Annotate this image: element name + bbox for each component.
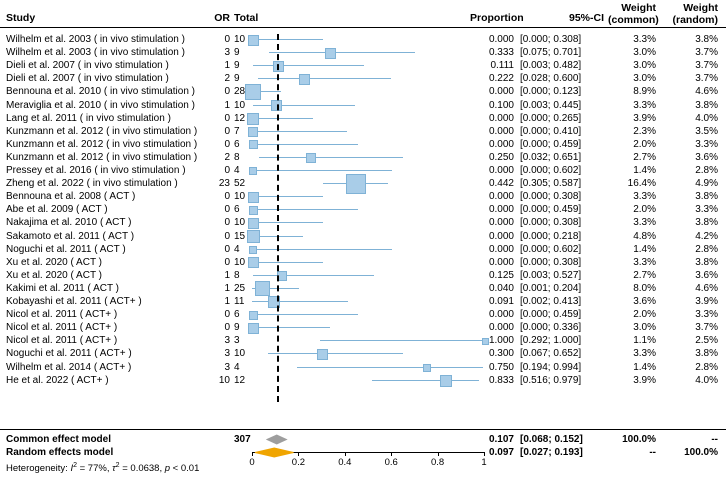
row-study-label: Wilhelm et al. 2003 ( in vivo stimulation ) <box>6 47 185 59</box>
row-total-value: 9 <box>234 47 240 59</box>
confidence-interval-line <box>252 118 313 119</box>
row-or-value: 10 <box>218 374 230 386</box>
row-weight-common: 16.4% <box>627 178 656 190</box>
row-or-value: 23 <box>218 178 230 190</box>
heterogeneity-text: Heterogeneity: $I^2 = 77\%$, $\tau^2 = 0.0638$, p < 0.01 <box>6 462 200 475</box>
row-weight-common: 3.3% <box>633 348 656 360</box>
row-weight-random: 3.7% <box>695 47 718 59</box>
row-weight-common: 3.3% <box>633 217 656 229</box>
row-study-label: Bennouna et al. 2008 ( ACT ) <box>6 191 136 203</box>
row-total-value: 9 <box>234 60 240 72</box>
row-total-value: 28 <box>234 86 246 98</box>
row-weight-random: 3.3% <box>695 138 718 150</box>
row-weight-common: 8.9% <box>633 86 656 98</box>
row-weight-random: 3.7% <box>695 60 718 72</box>
row-weight-common: 3.6% <box>633 296 656 307</box>
row-or-value: 1 <box>224 99 230 111</box>
effect-estimate-marker <box>247 113 259 125</box>
row-ci-value: [0.003; 0.445] <box>520 99 582 111</box>
row-study-label: Wilhelm et al. 2014 ( ACT+ ) <box>6 361 132 373</box>
header-ci: 95%-CI <box>568 12 604 24</box>
row-or-value: 3 <box>224 348 230 360</box>
row-weight-common: 3.0% <box>633 60 656 72</box>
row-study-label: Xu et al. 2020 ( ACT ) <box>6 269 102 281</box>
row-proportion-value: 0.000 <box>488 165 514 176</box>
row-proportion-value: 0.000 <box>488 204 514 216</box>
effect-estimate-marker <box>249 167 257 175</box>
effect-estimate-marker <box>248 257 259 268</box>
row-or-value: 0 <box>224 256 230 268</box>
row-weight-random: 2.8% <box>695 243 718 255</box>
row-weight-common: 3.0% <box>633 47 656 59</box>
confidence-interval-line <box>372 380 479 381</box>
row-weight-random: 3.3% <box>695 309 718 321</box>
row-or-value: 2 <box>224 73 230 85</box>
common-effect-ci: [0.068; 0.152] <box>520 434 583 445</box>
row-total-value: 10 <box>234 217 246 229</box>
row-proportion-value: 0.125 <box>488 269 514 281</box>
row-or-value: 0 <box>224 112 230 124</box>
row-weight-common: 4.8% <box>633 230 656 242</box>
row-proportion-value: 0.000 <box>488 322 514 334</box>
row-weight-common: 1.1% <box>633 335 656 347</box>
header-or: OR <box>214 12 230 24</box>
row-weight-random: 3.6% <box>695 269 718 281</box>
row-or-value: 0 <box>224 217 230 229</box>
row-or-value: 0 <box>224 191 230 203</box>
row-study-label: Meraviglia et al. 2010 ( in vivo stimulation ) <box>6 99 195 111</box>
row-total-value: 6 <box>234 309 240 321</box>
confidence-interval-line <box>253 105 356 106</box>
effect-estimate-marker <box>249 206 258 215</box>
effect-estimate-marker <box>317 349 328 360</box>
axis-tick <box>298 452 299 456</box>
header-weight-random-line2: (random) <box>672 14 718 26</box>
row-study-label: Zheng et al. 2022 ( in vivo stimulation ) <box>6 178 178 190</box>
row-ci-value: [0.000; 0.459] <box>520 138 582 150</box>
row-study-label: Kakimi et al. 2011 ( ACT ) <box>6 282 120 294</box>
effect-estimate-marker <box>482 338 489 345</box>
axis-tick <box>484 452 485 456</box>
row-ci-value: [0.000; 0.602] <box>520 243 582 255</box>
row-weight-common: 2.0% <box>633 138 656 150</box>
confidence-interval-line <box>252 209 358 210</box>
confidence-interval-line <box>252 262 323 263</box>
effect-estimate-marker <box>325 48 336 59</box>
row-proportion-value: 0.000 <box>488 34 514 45</box>
row-total-value: 10 <box>234 191 246 203</box>
row-or-value: 1 <box>224 60 230 72</box>
row-weight-random: 3.8% <box>695 34 718 45</box>
row-or-value: 3 <box>224 335 230 347</box>
row-ci-value: [0.000; 0.308] <box>520 256 582 268</box>
row-or-value: 0 <box>224 165 230 176</box>
row-weight-common: 3.9% <box>633 112 656 124</box>
axis-tick-label: 0.8 <box>430 457 445 468</box>
row-proportion-value: 0.833 <box>488 374 514 386</box>
row-ci-value: [0.000; 0.459] <box>520 309 582 321</box>
row-proportion-value: 0.000 <box>488 191 514 203</box>
row-proportion-value: 0.250 <box>488 151 514 163</box>
row-total-value: 15 <box>234 230 246 242</box>
effect-estimate-marker <box>440 375 452 387</box>
effect-estimate-marker <box>249 246 257 254</box>
row-weight-common: 1.4% <box>633 361 656 373</box>
row-ci-value: [0.075; 0.701] <box>520 47 582 59</box>
row-weight-random: 3.8% <box>695 99 718 111</box>
header-weight-common-line1: Weight <box>621 2 656 14</box>
row-ci-value: [0.000; 0.602] <box>520 165 582 176</box>
row-proportion-value: 0.000 <box>488 230 514 242</box>
row-proportion-value: 0.000 <box>488 243 514 255</box>
row-weight-random: 4.2% <box>695 230 718 242</box>
row-or-value: 0 <box>224 322 230 334</box>
row-study-label: Dieli et al. 2007 ( in vivo stimulation ) <box>6 73 169 85</box>
effect-estimate-marker <box>248 218 259 229</box>
row-total-value: 9 <box>234 73 240 85</box>
row-study-label: Xu et al. 2020 ( ACT ) <box>6 256 102 268</box>
row-proportion-value: 0.000 <box>488 86 514 98</box>
confidence-interval-line <box>297 367 483 368</box>
axis-tick-label: 0 <box>249 457 255 468</box>
row-study-label: Nicol et al. 2011 ( ACT+ ) <box>6 335 118 347</box>
row-study-label: Noguchi et al. 2011 ( ACT+ ) <box>6 348 132 360</box>
row-or-value: 0 <box>224 125 230 137</box>
row-study-label: He et al. 2022 ( ACT+ ) <box>6 374 109 386</box>
confidence-interval-line <box>320 340 484 341</box>
row-weight-common: 2.7% <box>633 151 656 163</box>
row-total-value: 52 <box>234 178 246 190</box>
row-ci-value: [0.067; 0.652] <box>520 348 582 360</box>
common-effect-label: Common effect model <box>6 434 112 445</box>
row-weight-random: 4.6% <box>695 86 718 98</box>
axis-tick-label: 0.2 <box>291 457 305 468</box>
confidence-interval-line <box>252 196 323 197</box>
row-ci-value: [0.000; 0.308] <box>520 191 582 203</box>
row-weight-random: 3.8% <box>695 191 718 203</box>
row-weight-common: 2.0% <box>633 204 656 216</box>
common-effect-proportion: 0.107 <box>488 434 514 445</box>
row-study-label: Kobayashi et al. 2011 ( ACT+ ) <box>6 296 142 307</box>
row-weight-random: 3.8% <box>695 348 718 360</box>
row-ci-value: [0.000; 0.410] <box>520 125 582 137</box>
random-effects-label: Random effects model <box>6 447 114 458</box>
row-total-value: 10 <box>234 256 246 268</box>
row-or-value: 3 <box>224 47 230 59</box>
axis-tick-label: 1 <box>481 457 487 468</box>
row-weight-random: 3.8% <box>695 256 718 268</box>
row-study-label: Abe et al. 2009 ( ACT ) <box>6 204 108 216</box>
row-study-label: Kunzmann et al. 2012 ( in vivo stimulation ) <box>6 138 198 150</box>
effect-estimate-marker <box>346 174 366 194</box>
row-weight-common: 3.9% <box>633 374 656 386</box>
row-weight-common: 3.3% <box>633 34 656 45</box>
confidence-interval-line <box>259 157 403 158</box>
confidence-interval-line <box>268 353 404 354</box>
row-proportion-value: 0.442 <box>488 178 514 190</box>
effect-estimate-marker <box>245 84 261 100</box>
effect-estimate-marker <box>248 192 259 203</box>
row-weight-random: 3.7% <box>695 322 718 334</box>
row-or-value: 1 <box>224 282 230 294</box>
row-ci-value: [0.000; 0.218] <box>520 230 582 242</box>
row-proportion-value: 0.111 <box>490 60 514 72</box>
summary-rule <box>0 429 726 430</box>
row-ci-value: [0.000; 0.265] <box>520 112 582 124</box>
header-study: Study <box>6 12 36 24</box>
confidence-interval-line <box>253 65 364 66</box>
confidence-interval-line <box>252 327 330 328</box>
effect-estimate-marker <box>247 230 260 243</box>
row-weight-random: 4.6% <box>695 282 718 294</box>
confidence-interval-line <box>253 275 375 276</box>
confidence-interval-line <box>252 301 347 302</box>
random-effects-ci: [0.027; 0.193] <box>520 447 583 458</box>
row-or-value: 1 <box>224 269 230 281</box>
axis-tick-label: 0.4 <box>338 457 352 468</box>
row-proportion-value: 0.000 <box>488 217 514 229</box>
row-total-value: 10 <box>234 348 246 360</box>
row-or-value: 2 <box>224 151 230 163</box>
header-rule <box>0 27 726 28</box>
effect-estimate-marker <box>248 35 259 46</box>
effect-estimate-marker <box>255 281 270 296</box>
row-ci-value: [0.305; 0.587] <box>520 178 582 190</box>
confidence-interval-line <box>252 222 323 223</box>
confidence-interval-line <box>252 39 323 40</box>
row-ci-value: [0.000; 0.336] <box>520 322 582 334</box>
random-effects-weight-random: 100.0% <box>684 447 718 458</box>
row-ci-value: [0.001; 0.204] <box>520 282 582 294</box>
row-ci-value: [0.292; 1.000] <box>520 335 582 347</box>
row-study-label: Kunzmann et al. 2012 ( in vivo stimulation ) <box>6 151 198 163</box>
row-ci-value: [0.002; 0.413] <box>520 296 582 307</box>
row-weight-random: 3.7% <box>695 73 718 85</box>
row-weight-common: 8.0% <box>633 282 656 294</box>
confidence-interval-line <box>252 314 358 315</box>
row-or-value: 0 <box>224 138 230 150</box>
row-ci-value: [0.000; 0.123] <box>520 86 582 98</box>
row-weight-common: 3.3% <box>633 99 656 111</box>
row-ci-value: [0.000; 0.308] <box>520 34 582 45</box>
row-or-value: 0 <box>224 204 230 216</box>
row-study-label: Noguchi et al. 2011 ( ACT ) <box>6 243 126 255</box>
row-weight-random: 3.8% <box>695 217 718 229</box>
row-ci-value: [0.516; 0.979] <box>520 374 582 386</box>
row-study-label: Pressey et al. 2016 ( in vivo stimulation ) <box>6 165 186 176</box>
row-or-value: 0 <box>224 86 230 98</box>
row-weight-random: 3.9% <box>695 296 718 307</box>
common-effect-weight-random: -- <box>711 434 718 445</box>
row-weight-random: 4.0% <box>695 112 718 124</box>
row-ci-value: [0.003; 0.527] <box>520 269 582 281</box>
row-or-value: 3 <box>224 361 230 373</box>
row-proportion-value: 0.333 <box>488 47 514 59</box>
row-total-value: 8 <box>234 269 240 281</box>
row-weight-common: 1.4% <box>633 243 656 255</box>
row-weight-random: 4.0% <box>695 374 718 386</box>
row-proportion-value: 0.000 <box>488 125 514 137</box>
confidence-interval-line <box>252 170 392 171</box>
row-total-value: 4 <box>234 243 240 255</box>
axis-tick-label: 0.6 <box>384 457 398 468</box>
row-total-value: 10 <box>234 34 246 45</box>
row-weight-common: 1.4% <box>633 165 656 176</box>
confidence-interval-line <box>252 131 347 132</box>
row-weight-common: 3.0% <box>633 322 656 334</box>
row-study-label: Sakamoto et al. 2011 ( ACT ) <box>6 230 135 242</box>
row-ci-value: [0.000; 0.459] <box>520 204 582 216</box>
axis-tick <box>345 452 346 456</box>
row-proportion-value: 0.300 <box>488 348 514 360</box>
axis-tick <box>438 452 439 456</box>
row-weight-common: 2.7% <box>633 269 656 281</box>
effect-estimate-marker <box>248 127 258 137</box>
effect-estimate-marker <box>299 74 310 85</box>
row-proportion-value: 0.000 <box>488 309 514 321</box>
header-proportion: Proportion <box>470 12 524 24</box>
row-ci-value: [0.028; 0.600] <box>520 73 582 85</box>
axis-tick <box>391 452 392 456</box>
effect-estimate-marker <box>423 364 431 372</box>
reference-line <box>277 34 279 402</box>
row-or-value: 0 <box>224 309 230 321</box>
header-weight-common-line2: (common) <box>608 14 659 26</box>
row-total-value: 12 <box>234 374 246 386</box>
row-weight-random: 3.6% <box>695 151 718 163</box>
row-proportion-value: 0.000 <box>488 256 514 268</box>
row-study-label: Nicol et al. 2011 ( ACT+ ) <box>6 309 118 321</box>
row-or-value: 0 <box>224 243 230 255</box>
row-weight-common: 3.3% <box>633 256 656 268</box>
row-weight-random: 2.8% <box>695 165 718 176</box>
row-total-value: 7 <box>234 125 240 137</box>
row-proportion-value: 0.040 <box>488 282 514 294</box>
row-proportion-value: 0.222 <box>488 73 514 85</box>
row-total-value: 9 <box>234 322 240 334</box>
row-weight-random: 2.8% <box>695 361 718 373</box>
row-or-value: 1 <box>224 296 230 307</box>
random-effects-proportion: 0.097 <box>488 447 514 458</box>
row-weight-random: 3.5% <box>695 125 718 137</box>
row-total-value: 3 <box>234 335 240 347</box>
row-or-value: 0 <box>224 230 230 242</box>
confidence-interval-line <box>252 144 358 145</box>
row-weight-common: 2.0% <box>633 309 656 321</box>
row-weight-random: 4.9% <box>695 178 718 190</box>
row-ci-value: [0.003; 0.482] <box>520 60 582 72</box>
row-proportion-value: 0.100 <box>488 99 514 111</box>
row-weight-common: 3.3% <box>633 191 656 203</box>
row-weight-random: 2.5% <box>695 335 718 347</box>
header-total: Total <box>234 12 259 24</box>
row-total-value: 11 <box>234 296 245 307</box>
confidence-interval-line <box>252 249 392 250</box>
row-proportion-value: 1.000 <box>488 335 514 347</box>
effect-estimate-marker <box>249 311 258 320</box>
row-study-label: Kunzmann et al. 2012 ( in vivo stimulation ) <box>6 125 198 137</box>
row-weight-common: 2.3% <box>633 125 656 137</box>
row-proportion-value: 0.750 <box>488 361 514 373</box>
row-total-value: 4 <box>234 165 240 176</box>
row-total-value: 10 <box>234 99 246 111</box>
row-total-value: 12 <box>234 112 246 124</box>
row-total-value: 6 <box>234 204 240 216</box>
effect-estimate-marker <box>306 153 316 163</box>
confidence-interval-line <box>269 52 414 53</box>
row-total-value: 25 <box>234 282 246 294</box>
row-total-value: 4 <box>234 361 240 373</box>
row-ci-value: [0.032; 0.651] <box>520 151 582 163</box>
row-study-label: Lang et al. 2011 ( in vivo stimulation ) <box>6 112 171 124</box>
row-study-label: Dieli et al. 2007 ( in vivo stimulation ) <box>6 60 169 72</box>
row-weight-random: 3.3% <box>695 204 718 216</box>
random-effects-diamond <box>253 447 296 458</box>
header-weight-random-line1: Weight <box>683 2 718 14</box>
row-proportion-value: 0.091 <box>488 296 514 307</box>
row-weight-common: 3.0% <box>633 73 656 85</box>
effect-estimate-marker <box>248 323 259 334</box>
row-or-value: 0 <box>224 34 230 45</box>
row-proportion-value: 0.000 <box>488 138 514 150</box>
row-study-label: Wilhelm et al. 2003 ( in vivo stimulation ) <box>6 34 185 45</box>
common-effect-diamond <box>265 434 288 445</box>
row-study-label: Nakajima et al. 2010 ( ACT ) <box>6 217 132 229</box>
row-study-label: Bennouna et al. 2010 ( in vivo stimulation ) <box>6 86 195 98</box>
row-total-value: 8 <box>234 151 240 163</box>
row-total-value: 6 <box>234 138 240 150</box>
random-effects-weight-common: -- <box>649 447 656 458</box>
row-study-label: Nicol et al. 2011 ( ACT+ ) <box>6 322 118 334</box>
effect-estimate-marker <box>249 140 258 149</box>
row-ci-value: [0.194; 0.994] <box>520 361 582 373</box>
row-proportion-value: 0.000 <box>488 112 514 124</box>
common-effect-weight-common: 100.0% <box>622 434 656 445</box>
common-effect-total: 307 <box>234 434 251 445</box>
row-ci-value: [0.000; 0.308] <box>520 217 582 229</box>
